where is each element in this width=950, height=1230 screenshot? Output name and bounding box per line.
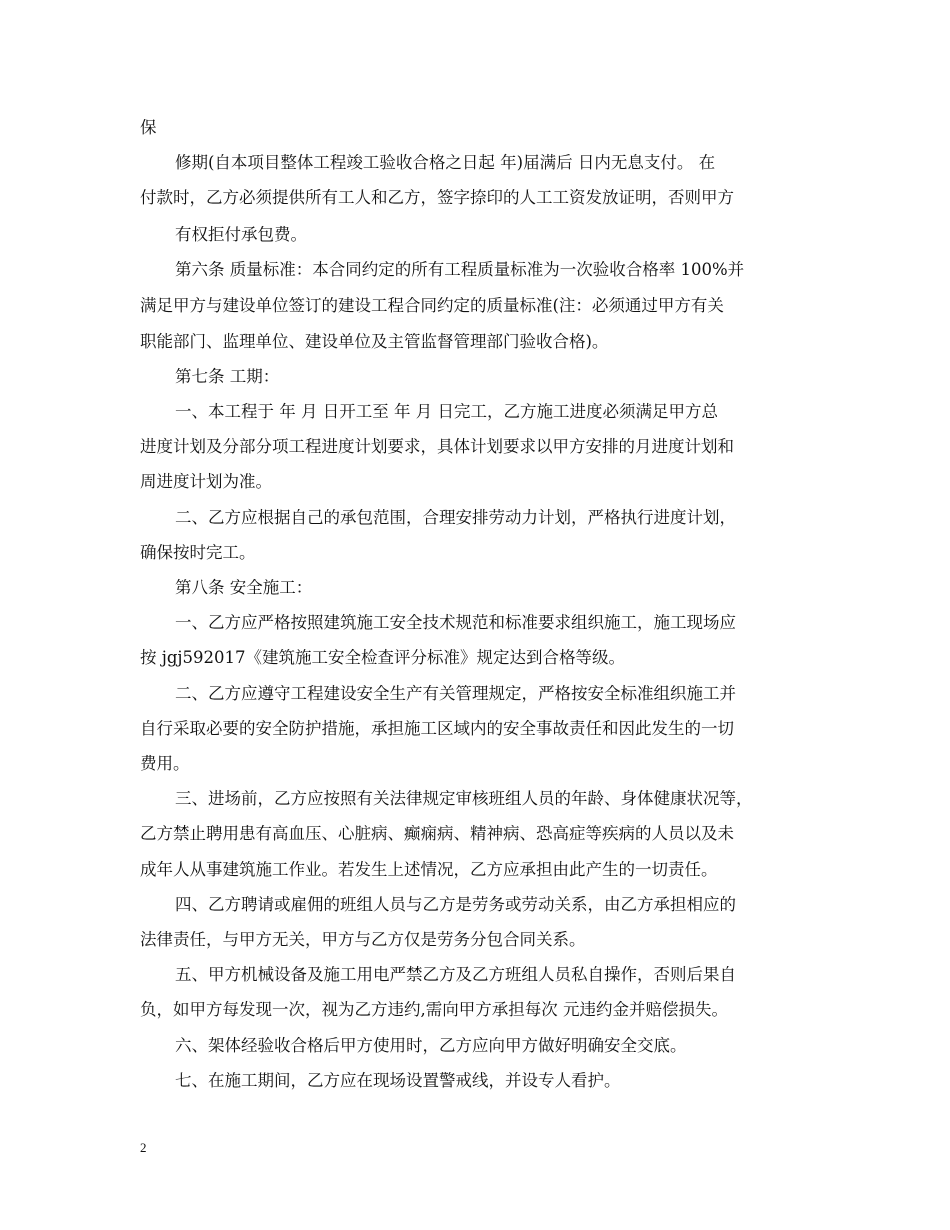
text-line: 付款时，乙方必须提供所有工人和乙方，签字捺印的人工工资发放证明，否则甲方	[140, 188, 734, 207]
text-line: 法律责任，与甲方无关，甲方与乙方仅是劳务分包合同关系。	[140, 930, 586, 949]
text-line: 三、进场前，乙方应按照有关法律规定审核班组人员的年龄、身体健康状况等，	[175, 789, 753, 808]
section-heading: 第八条 安全施工：	[175, 578, 313, 597]
text-line: 保	[140, 118, 157, 137]
text-line: 自行采取必要的安全防护措施，承担施工区域内的安全事故责任和因此发生的一切	[140, 719, 734, 738]
text-line: 满足甲方与建设单位签订的建设工程合同约定的质量标准(注：必须通过甲方有关	[140, 296, 724, 315]
text-line: 成年人从事建筑施工作业。若发生上述情况，乙方应承担由此产生的一切责任。	[140, 860, 718, 879]
text-line: 按 jgj592017《建筑施工安全检查评分标准》规定达到合格等级。	[140, 648, 626, 667]
page-number: 2	[140, 1140, 147, 1155]
text-line: 二、乙方应根据自己的承包范围，合理安排劳动力计划，严格执行进度计划，	[175, 508, 736, 527]
text-line: 四、乙方聘请或雇佣的班组人员与乙方是劳务或劳动关系，由乙方承担相应的	[175, 895, 736, 914]
text-line: 修期(自本项目整体工程竣工验收合格之日起 年)届满后 日内无息支付。 在	[175, 153, 716, 172]
text-line: 负，如甲方每发现一次，视为乙方违约,需向甲方承担每次 元违约金并赔偿损失。	[140, 1000, 728, 1019]
text-line: 进度计划及分部分项工程进度计划要求，具体计划要求以甲方安排的月进度计划和	[140, 437, 734, 456]
text-line: 二、乙方应遵守工程建设安全生产有关管理规定，严格按安全标准组织施工并	[175, 684, 736, 703]
text-line: 五、甲方机械设备及施工用电严禁乙方及乙方班组人员私自操作，否则后果自	[175, 965, 736, 984]
text-line: 确保按时完工。	[140, 543, 256, 562]
text-line: 有权拒付承包费。	[175, 225, 307, 244]
text-line: 费用。	[140, 754, 190, 773]
text-line: 七、在施工期间，乙方应在现场设置警戒线，并设专人看护。	[175, 1071, 621, 1090]
text-line: 六、架体经验收合格后甲方使用时，乙方应向甲方做好明确安全交底。	[175, 1036, 687, 1055]
text-line: 第六条 质量标准：本合同约定的所有工程质量标准为一次验收合格率 100%并	[175, 260, 745, 279]
text-line: 一、乙方应严格按照建筑施工安全技术规范和标准要求组织施工，施工现场应	[175, 613, 736, 632]
text-line: 周进度计划为准。	[140, 472, 272, 491]
text-line: 职能部门、监理单位、建设单位及主管监督管理部门验收合格)。	[140, 332, 609, 351]
text-line: 一、本工程于 年 月 日开工至 年 月 日完工，乙方施工进度必须满足甲方总	[175, 402, 718, 421]
text-line: 乙方禁止聘用患有高血压、心脏病、癫痫病、精神病、恐高症等疾病的人员以及未	[140, 824, 734, 843]
section-heading: 第七条 工期：	[175, 367, 280, 386]
